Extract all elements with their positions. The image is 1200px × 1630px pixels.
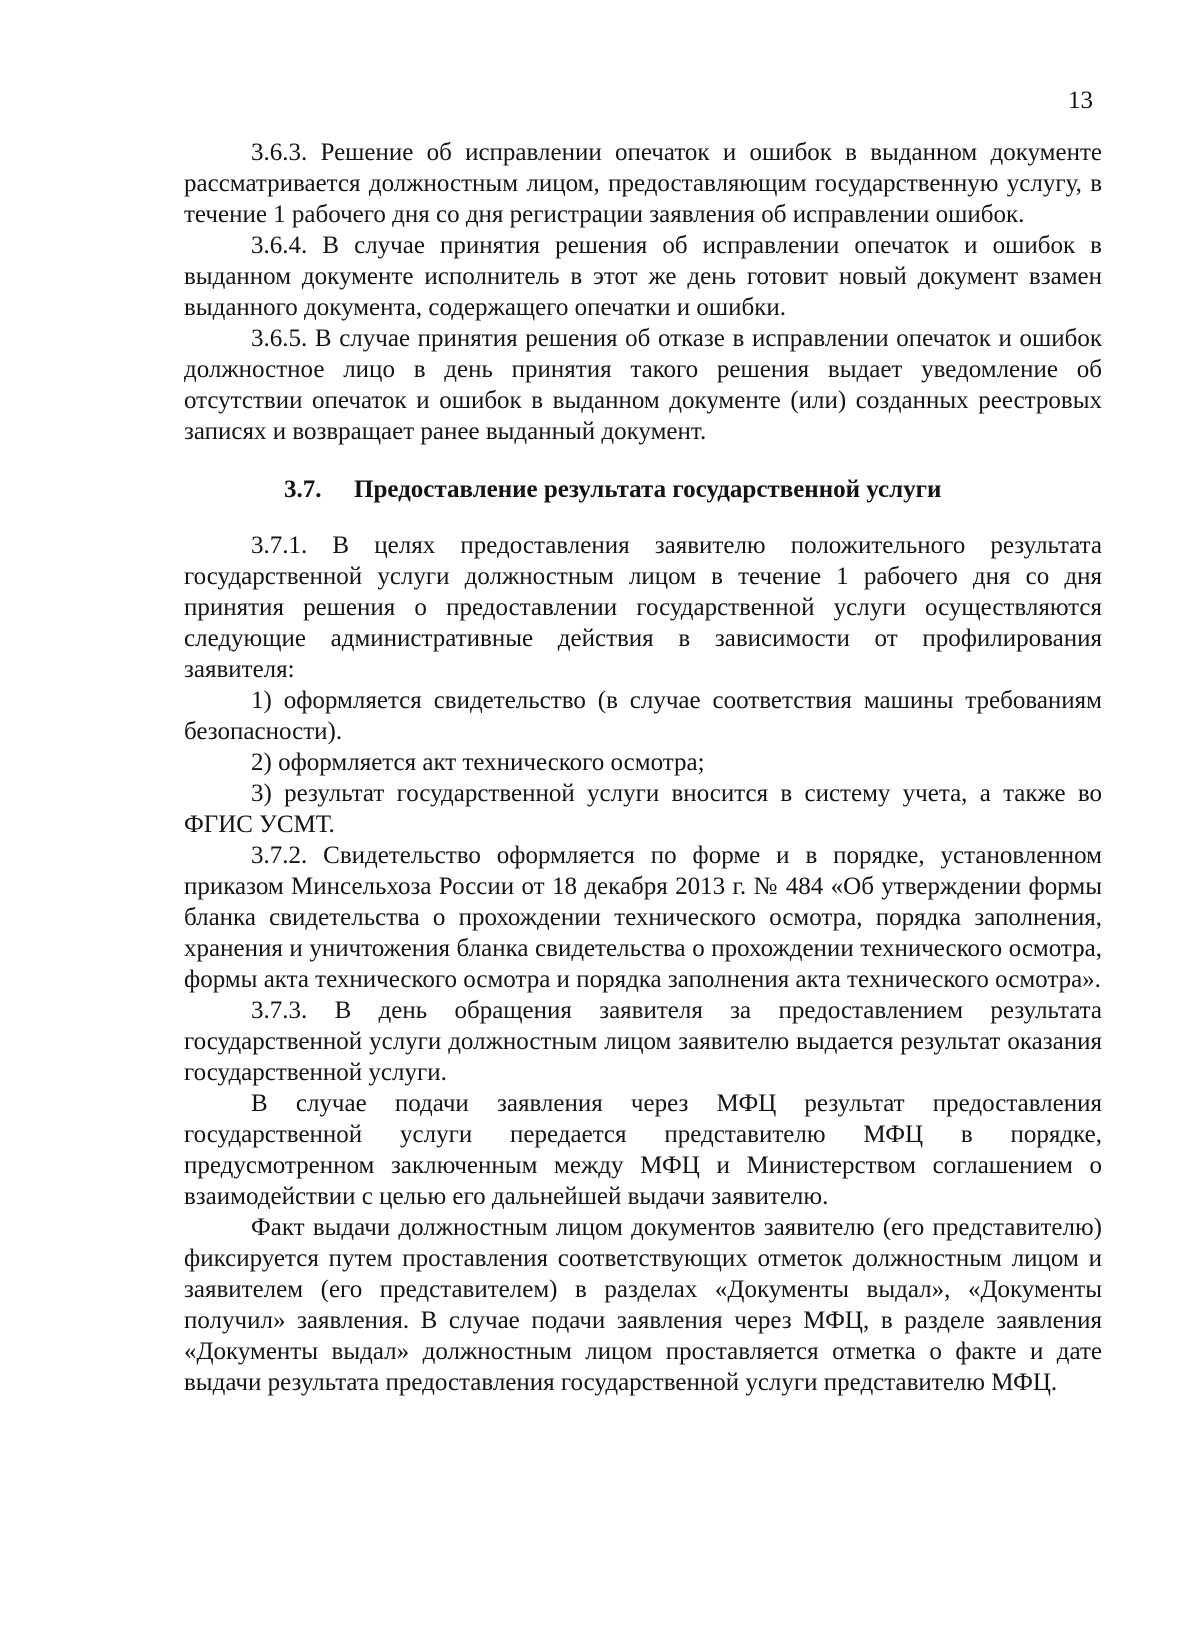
paragraph-3-6-4: 3.6.4. В случае принятия решения об исправлении опечаток и ошибок в выданном документе исполнитель в этот же день готовит новый документ взамен выданного документа, содержащего опечатки и ошибки.	[184, 232, 1102, 321]
paragraph-3-7-1: 3.7.1. В целях предоставления заявителю положительного результата государственной услуги должностным лицом в течение 1 рабочего дня со дня принятия решения о предоставлении государственной услуги осуществляются следующие административные действия в зависимости от профилирования заявителя:	[184, 532, 1102, 683]
paragraph-3-7-3: 3.7.3. В день обращения заявителя за предоставлением результата государственной услуги должностным лицом заявителю выдается результат оказания государственной услуги.	[184, 997, 1102, 1086]
paragraph-mfc-transfer: В случае подачи заявления через МФЦ результат предоставления государственной услуги передается представителю МФЦ в порядке, предусмотренном заключенным между МФЦ и Министерством соглашением о взаимодействии с целью его дальнейшей выдачи заявителю.	[184, 1090, 1102, 1210]
section-title: Предоставление результата государственной услуги	[354, 476, 942, 503]
paragraph-3-7-2: 3.7.2. Свидетельство оформляется по форме и в порядке, установленном приказом Минсельхоза России от 18 декабря 2013 г. № 484 «Об утверждении формы бланка свидетельства о прохождении технического осмотра, порядка заполнения, хранения и уничтожения бланка свидетельства о прохождении технического осмотра, формы акта технического осмотра и порядка заполнения акта технического осмотра».	[184, 842, 1102, 993]
paragraph-3-6-3: 3.6.3. Решение об исправлении опечаток и ошибок в выданном документе рассматривается должностным лицом, предоставляющим государственную услугу, в течение 1 рабочего дня со дня регистрации заявления об исправлении ошибок.	[184, 139, 1102, 228]
page-number: 13	[1068, 87, 1093, 114]
section-heading	[184, 474, 1102, 505]
list-item-1: 1) оформляется свидетельство (в случае соответствия машины требованиям безопасности).	[184, 687, 1102, 745]
paragraph-3-6-5: 3.6.5. В случае принятия решения об отказе в исправлении опечаток и ошибок должностное лицо в день принятия такого решения выдает уведомление об отсутствии опечаток и ошибок в выданном документе (или) созданных реестровых записях и возвращает ранее выданный документ.	[184, 325, 1102, 445]
section-number: 3.7.	[284, 476, 322, 503]
list-item-2: 2) оформляется акт технического осмотра;	[251, 749, 705, 776]
list-item-3: 3) результат государственной услуги вносится в систему учета, а также во ФГИС УСМТ.	[184, 780, 1102, 838]
paragraph-issuance-fact: Факт выдачи должностным лицом документов заявителю (его представителю) фиксируется путем проставления соответствующих отметок должностным лицом и заявителем (его представителем) в разделах «Документы выдал», «Документы получил» заявления. В случае подачи заявления через МФЦ, в разделе заявления «Документы выдал» должностным лицом проставляется отметка о факте и дате выдачи результата предоставления государственной услуги представителю МФЦ.	[184, 1214, 1102, 1396]
document-body	[184, 137, 1102, 1398]
